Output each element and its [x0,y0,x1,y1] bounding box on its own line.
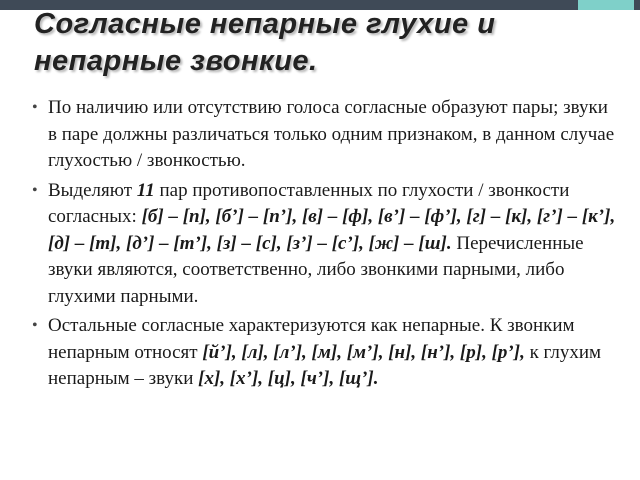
bullet-item-2 [32,178,617,311]
pair-count: 11 [136,179,155,201]
bullet-item-1 [32,95,617,175]
bullet-text: пар противопоставленных по глухости / звонкости согласных: [48,179,570,227]
bullet-text: Перечисленные звуки являются, соответственно, либо звонкими парными, либо глухими парными. [48,232,584,307]
dot-bullet-icon: • [32,317,38,334]
voiceless-unpaired-sounds: [х], [х’], [ц], [ч’], [щ’]. [198,368,379,389]
slide-title: Согласные непарные глухие и непарные звонкие. [34,8,496,77]
bullet-text: По наличию или отсутствию голоса согласные образуют пары; звуки в паре должны различаться только одним признаком, в данном случае глухостью / звонкостью. [48,97,615,171]
dot-bullet-icon: • [32,99,38,116]
bullet-text: Выделяют [48,179,137,201]
bullet-item-3 [32,313,617,393]
dot-bullet-icon: • [32,181,38,199]
voiced-unpaired-sounds: [й’], [л], [л’], [м], [м’], [н], [н’], [р], [р’], [202,341,525,363]
bullet-list [32,95,617,396]
bullet-text: к глухим непарным – звуки [48,341,602,389]
bullet-text: Остальные согласные характеризуются как непарные. К звонким непарным относят [48,315,575,363]
paired-sounds-list: [б] – [п], [б’] – [п’], [в] – [ф], [в’] – [ф’], [г] – [к], [г’] – [к’], [д] – [т], [д’] – [т’], [з] – [с], [з’] – [с’], [ж] – [ш]. [48,206,616,254]
